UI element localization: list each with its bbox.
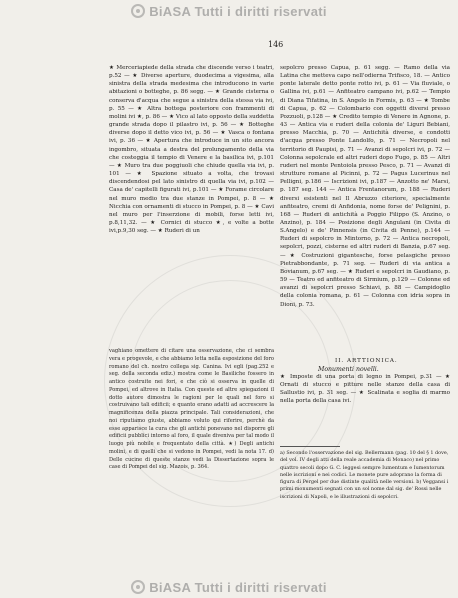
left-column-paragraph: ★ Merceriapiede della strada che discende verso i teatri, p.52 — ★ Diverse aperture, duodecima a vigesima, alla sinistra della strada medesima che introducono in varie abitazioni o botteghe, p. 86 segg. — ★ Grande cisterna o conserva d'acqua che segue a sinistra della stessa via ivi, p. 55 — ★ Altra bottega posteriore con frammenti di molini ivi ★, p. 86 — ★ Vico al lato opposto della suddetta grande strada dopo il pilastro ivi, p. 56 — ★ Botteghe diverse dopo il detto vico ivi, p. 56 — ★ Vasca o fontana ivi, p. 36 — ★ Apertura che introduce in un sito ancora ingombro, situata a destra del prolungamento della via che costeggia il tempio di Venere e la basilica ivi, p.101 — ★ Muro tra due poggiuoli che chiude quella via ivi, p. 101 — ★ Spazione situato a volta, che trovasi discendendosi pel lato sinistro di quella via ivi, p.102 — Casa de' capitelli figurati ivi, p.101 — ★ Forame circolare nel muro medio tra due stanze in Pompei, p. 8 — ★ Nicchia con ornamenti di stucco in Pompei, p. 8 — ★ Cavi nel muro per l'inserzione di mobili, forse letti ivi, p.8,11,32. — ★ Cornici di stucco ★, e volte a botte ivi,p.9,30 seg. — ★ Ruderi di un	[109, 65, 274, 235]
biasa-logo-icon	[131, 4, 145, 18]
watermark-banner-bottom	[0, 578, 458, 596]
page-number: 146	[268, 40, 284, 49]
watermark-text-top: BiASA Tutti i diritti riservati	[149, 3, 327, 19]
left-column-text	[109, 64, 274, 338]
watermark-text-bottom: BiASA Tutti i diritti riservati	[149, 579, 327, 595]
right-column-section-paragraph: ★ Imposte di una porta di legno in Pompei, p.31 — ★ Ornati di stucco e pitture nelle stanze della casa di Sallustio ivi, p. 31 seg. — ★ Scalinata e soglia di marmo nella porta della casa ivi.	[280, 374, 450, 405]
footnote-column-text	[109, 348, 274, 548]
notes-divider	[280, 446, 340, 447]
section-subheading: II. ARTTIONICA.	[335, 358, 398, 364]
right-column-section-text	[280, 373, 450, 443]
footnote-paragraph: vaghiano omettere di citare una osservazione, che ci sembra vera e progevole, e che abbiamo letta nella esposizione del foro romano del ch. nostro collega sig. Canina. Ivi egli (pag.252 e seg. della seconda ediz.) mostra come le Basiliche fossero in antico costruite nei fori, e che ciò si osserva in quelle di Pompei, ed altrove in Italia. Con queste ed altre spiegazioni il dotto autore dimostra le ragioni per le quali nel foro si costruivano tali edificii; e quanto erano adatti ad accrescere la magnificenza della piazza principale. Tali considerazioni, che noi riputiamo giuste, abbiamo voluto qui riferire, perchè da esse apparisce la cura che gli antichi ponevano nel disporre gli edificii pubblici intorno al foro, il quale diveniva per tal modo il luogo più nobile e frequentato della città. ★) Degli antichi molini, e di quelli che si vedono in Pompei, vedi la nota 17. d) Delle cucine di queste stanze vedi la Dissertazione sopra le case di Pompei del sig. Mazois, p. 364.	[109, 348, 274, 471]
right-column-paragraph: sepolcro presso Capua, p. 61 segg. — Ramo della via Latina che metteva capo nell'odierna Trifisco, 18. — Antico ponte laterale detto ponte rotto ivi, p. 61 — Via fluviale, o Gallina ivi, p.61 — Anfiteatro campano ivi, p.62 — Tempio di Diana Tifatina, in S. Angelo in Formis, p. 63 — ★ Tombe di Capua, p. 62 — Colombario con oggetti diversi presso Pozzuoli, p.128 — ★ Credito tempio di Venere in Agnone, p. 43 — Antica via e ruderi della colonia de' Liguri Bebiani, presso Macchia, p. 70 — Antichità diverse, e condotti d'acqua presso Ponte Landolfo, p. 71 — Necropoli nel territorio di Paupisi, p. 71 — Avanzi di sepolcri ivi, p. 72 — Colonna sepolcrale ed altri ruderi dopo Fugo, p. 85 — Altri ruderi nel monte Pentoiola presso Pesco, p. 71 — Avanzi di strutture romane al Picinni, p. 72 — Pagus Lucerinus nel Pelligni, p.186 — Iscrizioni ivi, p.187 — Anzotto ne' Marsi, p. 187 seg. 144 — Antica Frentanorum, p. 188 — Ruderi diversi esistenti nel Il Abruzzo citeriore, specialmente anfiteatro, cremi di Anfidonia, nome forse de' Pelignini, p. 168 — Ruderi di antichità a Poggio Filippo (S. Anzino, o Anzino), p. 184 — Posizione degli Angulani (in Civita di S.Angelo) e de' Pinnensis (in Civita di Penne), p.144 — Ruderi di sepolcro in Mintorno, p. 72 — Antica necropoli, sepolcri, pozzi, cisterne ed altri ruderi di Banzia, p.67 seg. — ★ Costruzioni gigantesche, forse pelasgiche presso Pietrabbondante, p. 71 seg. — Ruderi di via antica a Bovianum, p.67 seg. — ★ Ruderi e sepolcri in Gaudiano, p. 59 — Teatro ed anfiteatro di Sirmium, p.129 — Colonne ed avanzi di sepolcri presso Schiavi, p. 88 — Campidoglio della colonia romana, p. 61 — Colonna con idria sopra in Dioni, p. 73.	[280, 65, 450, 308]
right-column-text	[280, 64, 450, 352]
notes-paragraph: a) Secondo l'osservazione del sig. Bellermann (pag. 10 del § 1 dove, del vol. IV degli atti della reale accademia di Monaco) nel primo quattro secoli dopo G. C. leggesi sempre Iumentum e Iumentorum nelle iscrizioni e nei codici. Le monete pure adoprano la forma di figura di Pergel per due distinte qualità nelle versioni. b) Veggansi i primi monumenti segnati con un sol nome dal sig. de' Rossi nelle iscrizioni di Napoli, e le illustrazioni di sepolcri.	[280, 450, 449, 500]
section-heading: Monumenti novelli.	[318, 366, 379, 373]
watermark-banner-top	[0, 2, 458, 20]
notes-block	[280, 446, 450, 550]
biasa-logo-icon	[131, 580, 145, 594]
